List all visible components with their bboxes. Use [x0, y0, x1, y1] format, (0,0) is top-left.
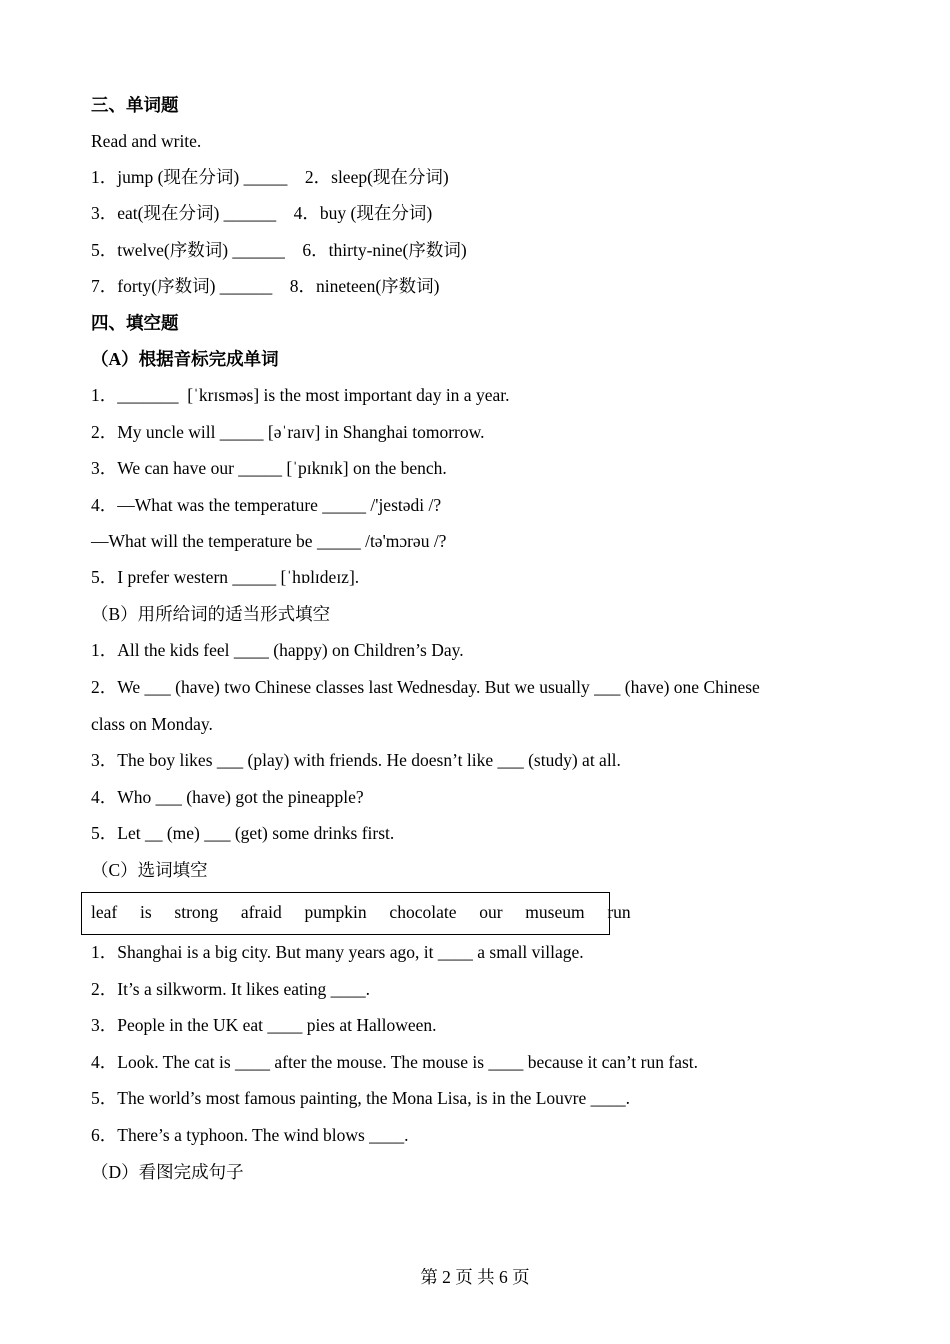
part-c-title: （C）选词填空 [91, 860, 208, 880]
part-b-question: 4．Who ___ (have) got the pineapple? [91, 787, 364, 807]
word-bank-text: leaf is strong afraid pumpkin chocolate our museum run [91, 902, 631, 922]
part-a-title: （A）根据音标完成单词 [91, 349, 279, 369]
part-a-question: 4．—What was the temperature _____ /'jestədi /? [91, 495, 442, 515]
part-a-question: 2．My uncle will _____ [əˈraɪv] in Shanghai tomorrow. [91, 422, 485, 442]
section3-heading: 三、单词题 [91, 95, 179, 115]
section3-question-line: 5．twelve(序数词) ______ 6．thirty-nine(序数词) [91, 240, 467, 260]
part-b-question-continued: class on Monday. [91, 714, 213, 734]
section4-heading: 四、填空题 [91, 313, 179, 333]
part-c-question: 5．The world’s most famous painting, the Mona Lisa, is in the Louvre ____. [91, 1088, 631, 1108]
part-a-question: 5．I prefer western _____ [ˈhɒlɪdeɪz]. [91, 567, 360, 587]
part-d-title: （D）看图完成句子 [91, 1162, 244, 1182]
part-c-question: 3．People in the UK eat ____ pies at Halloween. [91, 1015, 437, 1035]
part-a-question: 1．_______ [ˈkrɪsməs] is the most important day in a year. [91, 385, 510, 405]
part-c-question: 1．Shanghai is a big city. But many years ago, it ____ a small village. [91, 942, 584, 962]
part-c-question: 4．Look. The cat is ____ after the mouse. The mouse is ____ because it can’t run fast. [91, 1052, 699, 1072]
section3-question-line: 7．forty(序数词) ______ 8．nineteen(序数词) [91, 276, 440, 296]
page-footer: 第 2 页 共 6 页 [420, 1267, 530, 1287]
part-b-question: 1．All the kids feel ____ (happy) on Children’s Day. [91, 640, 464, 660]
part-a-question: —What will the temperature be _____ /tə'mɔrəu /? [91, 531, 447, 551]
part-b-question: 5．Let __ (me) ___ (get) some drinks first. [91, 823, 395, 843]
part-b-title: （B）用所给词的适当形式填空 [91, 604, 331, 624]
section3-question-line: 1．jump (现在分词) _____ 2．sleep(现在分词) [91, 167, 449, 187]
section3-question-line: 3．eat(现在分词) ______ 4．buy (现在分词) [91, 203, 433, 223]
section3-instruction: Read and write. [91, 131, 202, 151]
word-bank-box [81, 892, 631, 935]
part-b-question: 3．The boy likes ___ (play) with friends. He doesn’t like ___ (study) at all. [91, 750, 621, 770]
part-b-question: 2．We ___ (have) two Chinese classes last Wednesday. But we usually ___ (have) one Chinese [91, 677, 760, 697]
part-a-question: 3．We can have our _____ [ˈpɪknɪk] on the bench. [91, 458, 447, 478]
part-c-question: 2．It’s a silkworm. It likes eating ____. [91, 979, 370, 999]
part-c-question: 6．There’s a typhoon. The wind blows ____. [91, 1125, 409, 1145]
